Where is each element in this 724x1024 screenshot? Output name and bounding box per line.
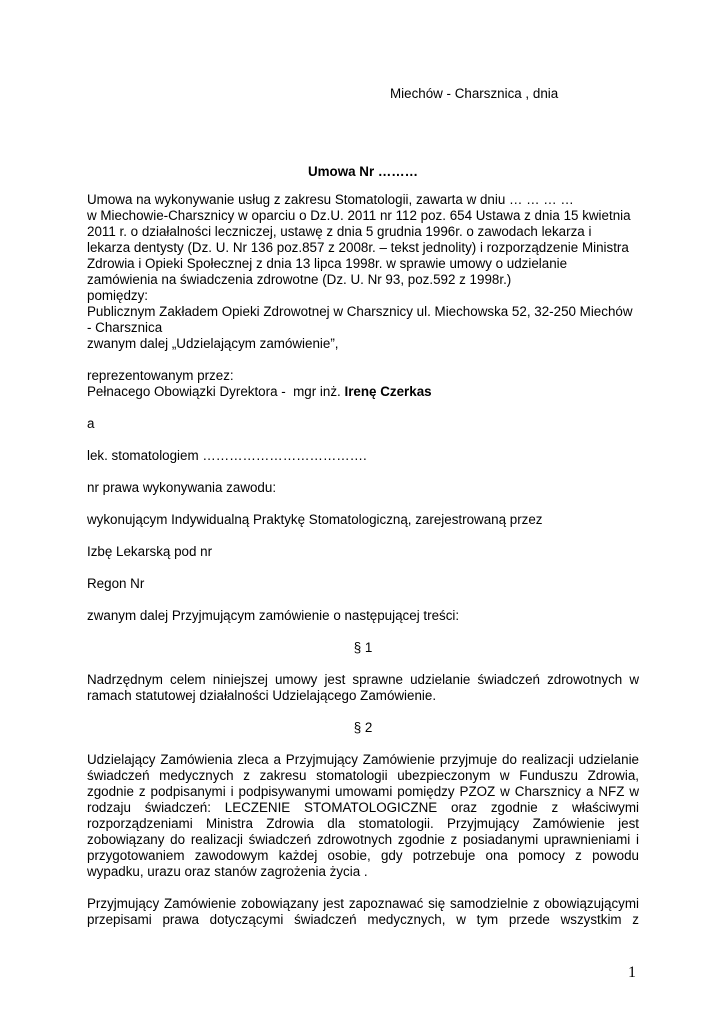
section-2-line: zgodnie z podpisanymi i podpisywanymi umowami pomiędzy PZOZ w Charsznicy a NFZ w (87, 784, 639, 799)
representative-name: Irenę Czerkas (344, 384, 432, 399)
section-2-line: zobowiązany do realizacji świadczeń zdrowotnych zgodnie z posiadanymi uprawnieniami i (87, 832, 639, 847)
representative-role: Pełnacego Obowiązki Dyrektora - mgr inż. (87, 384, 345, 399)
conjunction: a (87, 416, 95, 431)
section-2-line: Udzielający Zamówienia zleca a Przyjmujący Zamówienie przyjmuje do realizacji udzielanie (87, 752, 639, 767)
intro-line: zwanym dalej „Udzielającym zamówienie”, (87, 336, 339, 351)
intro-line: Umowa na wykonywanie usług z zakresu Stomatologii, zawarta w dniu … … … … (87, 192, 574, 207)
section-1-heading: § 1 (353, 640, 373, 655)
section-2-line: wypadku, urazu oraz stanów zagrożenia życia . (87, 864, 368, 879)
contractor-dentist: lek. stomatologiem ………………………………. (87, 448, 367, 463)
section-2-line: Przyjmujący Zamówienie zobowiązany jest zapoznawać się samodzielnie z obowiązującymi (87, 896, 639, 911)
contractor-practice: wykonującym Indywidualną Praktykę Stomatologiczną, zarejestrowaną przez (87, 512, 543, 527)
contractor-called: zwanym dalej Przyjmującym zamówienie o następującej treści: (87, 608, 460, 623)
section-2-line: przygotowaniem zawodowym każdej osobie, gdy potrzebuje ona pomocy z powodu (87, 848, 639, 863)
section-1-line: Nadrzędnym celem niniejszej umowy jest sprawne udzielanie świadczeń zdrowotnych w (87, 672, 639, 687)
intro-line: - Charsznica (87, 320, 163, 335)
section-2-line: rozporządzeniami Ministra Zdrowia dla stomatologii. Przyjmujący Zamówienie jest (87, 816, 639, 831)
contractor-chamber: Izbę Lekarską pod nr (87, 544, 213, 559)
intro-line: 2011 r. o działalności leczniczej, ustawę z dnia 5 grudnia 1996r. o zawodach lekarza i (87, 224, 592, 239)
contractor-license: nr prawa wykonywania zawodu: (87, 480, 277, 495)
intro-line: zamówienia na świadczenia zdrowotne (Dz. U. Nr 93, poz.592 z 1998r.) (87, 272, 512, 287)
section-2-line: rodzaju świadczeń: LECZENIE STOMATOLOGICZNE oraz zgodnie z właściwymi (87, 800, 639, 815)
intro-line: Zdrowia i Opieki Społecznej z dnia 13 lipca 1998r. w sprawie umowy o udzielanie (87, 256, 568, 271)
section-2-line: przepisami prawa dotyczącymi świadczeń medycznych, w tym przede wszystkim z (87, 912, 639, 927)
representation-label: reprezentowanym przez: (87, 368, 234, 383)
contractor-regon: Regon Nr (87, 576, 145, 591)
section-1-line: ramach statutowej działalności Udzielającego Zamówienie. (87, 688, 437, 703)
intro-line: lekarza dentysty (Dz. U. Nr 136 poz.857 z 2008r. – tekst jednolity) i rozporządzenie Ministra (87, 240, 629, 255)
contract-title: Umowa Nr ……… (307, 164, 419, 179)
intro-line: w Miechowie-Charsznicy w oparciu o Dz.U. 2011 nr 112 poz. 654 Ustawa z dnia 15 kwietnia (87, 208, 631, 223)
representative-line (87, 384, 432, 400)
section-2-line: świadczeń medycznych z zakresu stomatologii ubezpieczonym w Funduszu Zdrowia, (87, 768, 639, 783)
page-number: 1 (628, 964, 636, 981)
place-and-date: Miechów - Charsznica , dnia (390, 86, 559, 101)
intro-line: Publicznym Zakładem Opieki Zdrowotnej w Charsznicy ul. Miechowska 52, 32-250 Miechów (87, 304, 633, 319)
section-2-heading: § 2 (353, 720, 373, 735)
intro-line: pomiędzy: (87, 288, 149, 303)
